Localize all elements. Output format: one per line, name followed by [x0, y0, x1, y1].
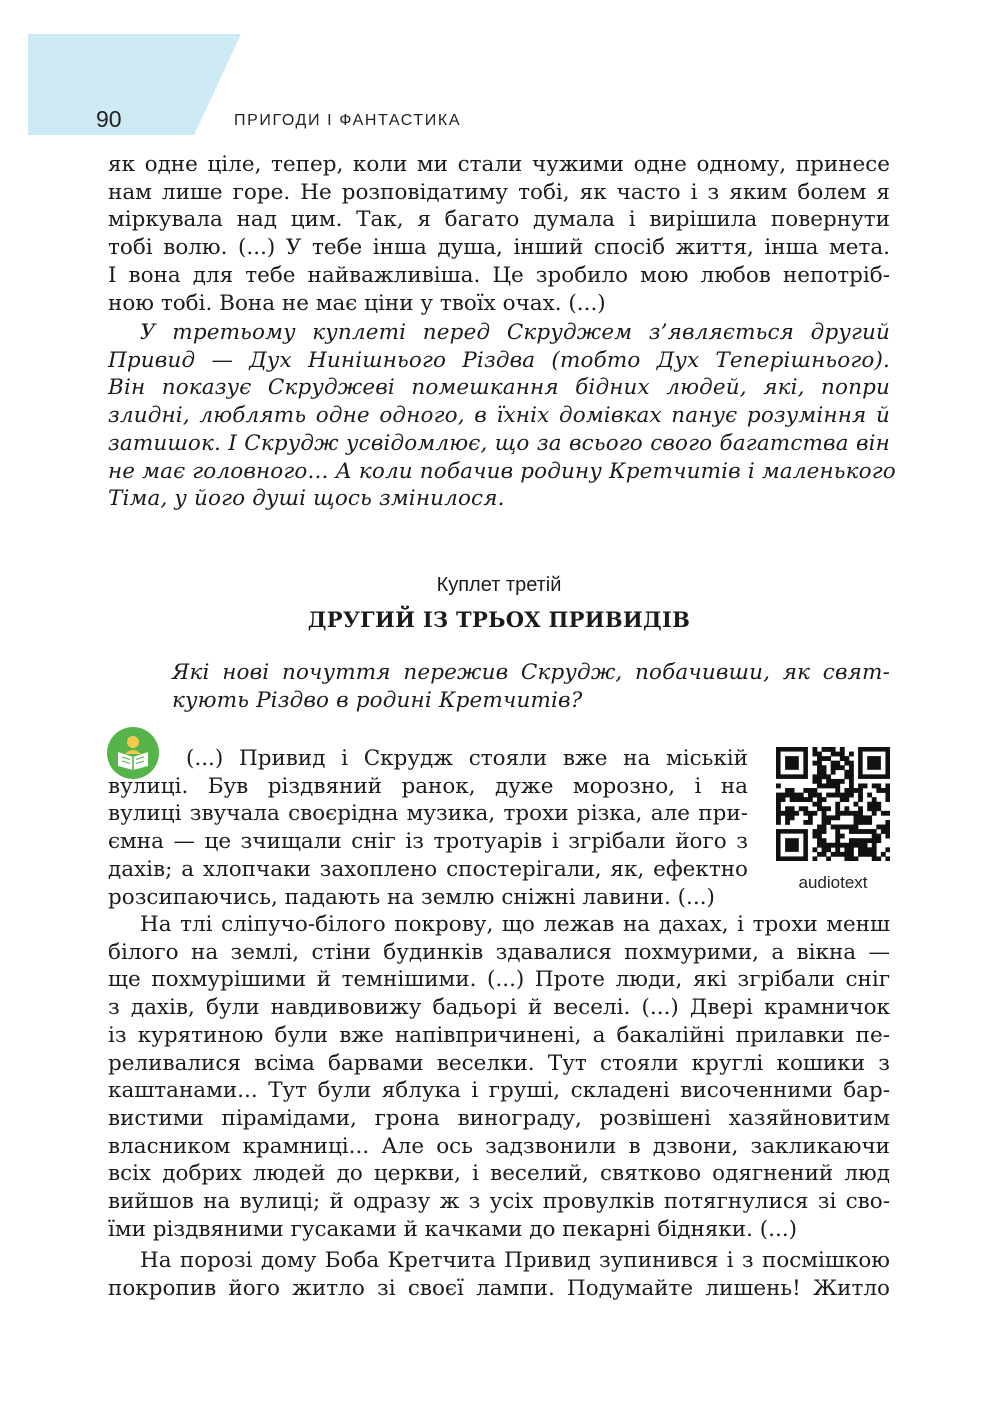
text-line: не має головного... А коли побачив родину Кретчитів і маленького [108, 458, 896, 484]
text-line: розсипаючись, падають на землю сніжні лавини. (...) [108, 884, 715, 910]
text-line: вийшов на вулиці; й одразу ж з усіх провулків потягнулися зі сво- [108, 1189, 890, 1215]
paragraph-3 [108, 1247, 890, 1302]
qr-code-icon[interactable] [776, 747, 890, 861]
text-line: затишок. І Скрудж усвідомлює, що за всього свого багатства він [108, 430, 890, 456]
header-color-band [28, 34, 241, 135]
text-line: кують Різдво в родині Кретчитів? [172, 687, 583, 713]
chapter-question [172, 659, 890, 714]
text-line: каштанами... Тут були яблука і груші, складені височенними бар- [108, 1078, 890, 1104]
text-line: як одне ціле, тепер, коли ми стали чужими одне одному, принесе [108, 152, 890, 177]
text-line: На порозі дому Боба Кретчита Привид зупинився і з посмішкою [140, 1248, 890, 1273]
audio-caption: audiotext [798, 873, 868, 892]
text-line: вулиці. Був різдвяний ранок, дуже морозно, і на [108, 773, 748, 799]
text-line: І вона для тебе найважливіша. Це зробило мою любов непотріб- [108, 262, 890, 288]
text-line: злидні, люблять одне одного, в їхніх домівках панує розуміння й [108, 403, 890, 429]
text-line: дахів; а хлопчаки захоплено спостерігали, як, ефектно [108, 856, 748, 882]
paragraph-1 [108, 745, 748, 911]
text-line: міркувала над цим. Так, я багато думала і вирішила повернути [108, 207, 890, 233]
chapter-title: ДРУГИЙ ІЗ ТРЬОХ ПРИВИДІВ [307, 607, 691, 632]
chapter-summary [108, 319, 896, 513]
text-line: їми різдвяними гусаками й качками до пекарні бідняки. (...) [108, 1216, 798, 1242]
text-line: вулиці звучала своєрідна музика, трохи різка, але при- [108, 801, 748, 827]
text-line: На тлі сліпучо-білого покрову, що лежав на дахах, і трохи менш [140, 912, 890, 937]
paragraph-2 [108, 911, 890, 1243]
text-line: вистими пірамідами, грона винограду, розвішені хазяйновитим [108, 1105, 890, 1131]
text-line: з дахів, були навдивовижу бадьорі й веселі. (...) Двері крамничок [108, 995, 890, 1021]
text-line: Які нові почуття пережив Скрудж, побачивши, як свят- [172, 660, 890, 685]
text-line: Тіма, у його душі щось змінилося. [108, 486, 505, 512]
chapter-kicker: Куплет третій [436, 574, 562, 596]
page-number: 90 [96, 106, 122, 132]
text-line: (...) Привид і Скрудж стояли вже на міській [186, 746, 748, 771]
text-line: реливалися всіма барвами веселки. Тут стояли круглі кошики з [108, 1050, 890, 1076]
text-line: із курятиною були вже напівпричинені, а бакалійні прилавки пе- [108, 1022, 890, 1048]
text-line: ще похмурішими й темнішими. (...) Проте люди, які згрібали сніг [108, 967, 890, 993]
text-line: нам лише горе. Не розповідатиму тобі, як часто і з яким болем я [108, 179, 890, 205]
text-line: покропив його житло зі своєї лампи. Подумайте лишень! Житло [108, 1275, 890, 1301]
text-line: всіх добрих людей до церкви, і веселий, святково одягнений люд [108, 1161, 890, 1187]
text-line: ємна — це зчищали сніг із тротуарів і згрібали його з [108, 829, 748, 855]
text-line: білого на землі, стіни будинків здавалися похмурими, а вікна — [108, 939, 890, 965]
text-line: тобі волю. (...) У тебе інша душа, інший спосіб життя, інша мета. [108, 235, 890, 261]
text-line: Привид — Дух Нинішнього Різдва (тобто Дух Теперішнього). [108, 347, 890, 373]
running-head-section-title: ПРИГОДИ І ФАНТАСТИКА [234, 112, 462, 129]
text-line: власником крамниці... Але ось задзвонили в дзвони, закликаючи [108, 1133, 890, 1159]
text-line: Він показує Скруджеві помешкання бідних людей, які, попри [108, 375, 890, 401]
intro-paragraph [108, 151, 890, 317]
text-line: У третьому куплеті перед Скруджем з’являється другий [140, 320, 890, 345]
text-line: ною тобі. Вона не має ціни у твоїх очах. (...) [108, 290, 606, 316]
